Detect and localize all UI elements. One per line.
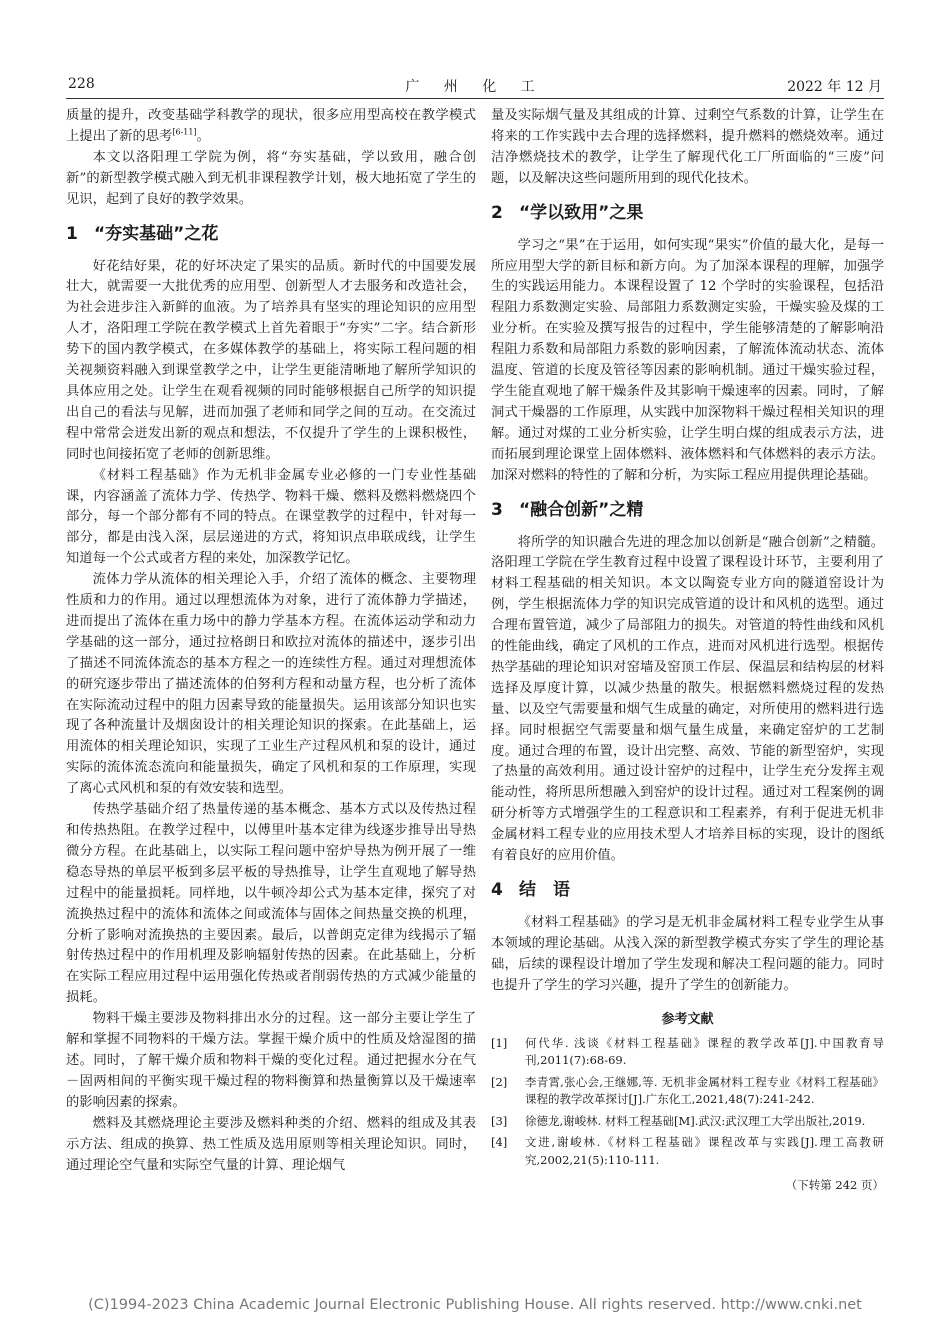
- continued-note: （下转第 242 页）: [785, 1178, 884, 1193]
- intro-paragraph-1: 质量的提升，改变基础学科教学的现状，很多应用型高校在教学模式上提出了新的思考[6-11]。: [66, 108, 476, 144]
- references-title: 参考文献: [661, 1011, 714, 1027]
- copyright-footer: (C)1994-2023 China Academic Journal Electronic Publishing House. All rights reserved. http://www.cnki.net: [88, 1297, 862, 1313]
- section-1-paragraph: 好花结好果，花的好坏决定了果实的品质。新时代的中国要发展壮大，就需要一大批优秀的应用型、创新型人才去服务和改造社会，为社会进步注入新鲜的血液。为了培养具有坚实的理论知识的应用型人才，洛阳理工学院在教学模式上首先着眼于“夯实”二字。结合新形势下的国内教学模式，在多媒体教学的基础上，将实际工程问题的相关视频资料融入到课堂教学之中，让学生更能清晰地了解所学知识的具体应用之处。让学生在观看视频的同时能够根据自己所学的知识提出自己的看法与见解，进而加强了老师和同学之间的互动。在交流过程中常常会迸发出新的观点和想法，不仅提升了学生的上课积极性，同时也间接拓宽了老师的创新思维。: [66, 258, 476, 462]
- section-1-heading: 1 “夯实基础”之花: [66, 223, 219, 244]
- section-1-paragraph: 传热学基础介绍了热量传递的基本概念、基本方式以及传热过程和传热热阻。在教学过程中，以傅里叶基本定律为线逐步推导出导热微分方程。在此基础上，以实际工程问题中窑炉导热为例开展了一维稳态导热的单层平板到多层平板的导热推导，让学生直观地了解导热过程中的能量损耗。同样地，以牛顿冷却公式为基本定律，探究了对流换热过程中的流体和流体之间或流体与固体之间热量交换的机理，分析了影响对流换热的主要因素。最后，以普朗克定律为线揭示了辐射传热过程中的作用机理及影响辐射传热的因素。在此基础上，分析在实际工程应用过程中运用强化传热或者削弱传热的方式减少能量的损耗。: [66, 802, 476, 1006]
- reference-item: [4] 文进,谢峻林.《材料工程基础》课程改革与实践[J].理工高教研究,2002,21(5):110-111.: [491, 1135, 884, 1167]
- continued-paragraph: 量及实际烟气量及其组成的计算、过剩空气系数的计算，让学生在将来的工作实践中去合理的选择燃料，提升燃料的燃烧效率。通过洁净燃烧技术的教学，让学生了解现代化工厂所面临的“三废”问题，以及解决这些问题所用到的现代化技术。: [491, 108, 884, 186]
- reference-item: [3] 徐德龙,谢峻林. 材料工程基础[M].武汉:武汉理工大学出版社,2019.: [491, 1113, 866, 1128]
- journal-name: 广 州 化 工: [405, 79, 545, 95]
- page-header: [66, 74, 884, 99]
- section-4-paragraph: 《材料工程基础》的学习是无机非金属材料工程专业学生从事本领域的理论基础。从浅入深的新型教学模式夯实了学生的理论基础，后续的课程设计增加了学生发现和解决工程问题的能力。同时也提升了学生的学习兴趣，提升了学生的创新能力。: [491, 915, 884, 993]
- page-number: 228: [68, 76, 95, 92]
- reference-item: [1] 何代华. 浅谈《材料工程基础》课程的教学改革[J].中国教育导刊,2011(7):68-69.: [491, 1035, 884, 1068]
- section-3-paragraph: 将所学的知识融合先进的理念加以创新是“融合创新”之精髓。洛阳理工学院在学生教育过程中设置了课程设计环节，主要利用了材料工程基础的相关知识。本文以陶瓷专业方向的隧道窑设计为例，学生根据流体力学的知识完成管道的设计和风机的选型。通过合理布置管道，减少了局部阻力的损失。对管道的特性曲线和风机的性能曲线，确定了风机的工作点，进而对风机进行选型。根据传热学基础的理论知识对窑墙及窑顶工作层、保温层和结构层的材料选择及厚度计算，以减少热量的散失。根据燃料燃烧过程的发热量、以及空气需要量和烟气生成量的确定，对所使用的燃料进行选择。同时根据空气需要量和烟气量生成量，来确定窑炉的工艺制度。通过合理的布置，设计出完整、高效、节能的新型窑炉，实现了热量的高效利用。通过设计窑炉的过程中，让学生充分发挥主观能动性，将所思所想融入到窑炉的设计过程。通过对工程案例的调研分析等方式增强学生的工程意识和工程素养，有利于促进无机非金属材料工程专业的应用技术型人才培养目标的实现，设计的图纸有着良好的应用价值。: [491, 534, 884, 864]
- section-1-paragraph: 物料干燥主要涉及物料排出水分的过程。这一部分主要让学生了解和掌握不同物料的干燥方法。掌握干燥介质中的性质及焓湿图的描述。同时，了解干燥介质和物料干燥的变化过程。通过把握水分在气－固两相间的平衡实现干燥过程的物料衡算和热量衡算以及干燥速率的影响因素的探索。: [66, 1011, 476, 1110]
- section-1-paragraph: 燃料及其燃烧理论主要涉及燃料种类的介绍、燃料的组成及其表示方法、组成的换算、热工性质及选用原则等相关理论知识。同时，通过理论空气量和实际空气量的计算、理论烟气: [66, 1115, 476, 1173]
- section-1-paragraph: 《材料工程基础》作为无机非金属专业必修的一门专业性基础课，内容涵盖了流体力学、传热学、物料干燥、燃料及燃料燃烧四个部分，每一个部分都有不同的特点。在课堂教学的过程中，针对每一部分，都是由浅入深，层层递进的方式，将知识点串联成线，让学生知道每一个公式或者方程的来处，加深教学记忆。: [66, 467, 476, 567]
- section-1-paragraph: 流体力学从流体的相关理论入手，介绍了流体的概念、主要物理性质和力的作用。通过以理想流体为对象，进行了流体静力学描述，进而提出了流体在重力场中的静力学基本方程。在流体运动学和动力学基础的这一部分，通过拉格朗日和欧拉对流体的描述中，逐步引出了描述不同流体流态的基本方程之一的连续性方程。通过对理想流体的研究逐步带出了描述流体的伯努利方程和动量方程，也分析了流体在实际流动过程中的阻力因素导致的能量损失。运用该部分知识也实现了各种流量计及烟囱设计的相关理论知识的探索。在此基础上，运用流体的相关理论知识，实现了工业生产过程风机和泵的设计，通过实际的流体流态流向和能量损失，确定了风机和泵的工作原理，实现了离心式风机和泵的有效安装和选型。: [66, 572, 476, 797]
- reference-item: [2] 李青霄,张心会,王继娜,等. 无机非金属材料工程专业《材料工程基础》课程的教学改革探讨[J].广东化工,2021,48(7):241-242.: [491, 1074, 884, 1107]
- citation: [6-11]: [172, 127, 197, 137]
- right-column: [491, 106, 884, 1196]
- section-2-paragraph: 学习之“果”在于运用，如何实现“果实”价值的最大化，是每一所应用型大学的新目标和新方向。为了加深本课程的理解，加强学生的实践运用能力。本课程设置了 12 个学时的实验课程，包括沿程阻力系数测定实验、局部阻力系数测定实验，干燥实验及煤的工业分析。在实验及撰写报告的过程中，学生能够清楚的了解影响沿程阻力系数和局部阻力系数的影响因素，了解流体流动状态、流体温度、管道的长度及管径等因素的影响机制。通过干燥实验过程，学生能直观地了解干燥条件及其影响干燥速率的因素。同时，了解洞式干燥器的工作原理，从实践中加深物料干燥过程相关知识的理解。通过对煤的工业分析实验，让学生明白煤的组成表示方法，进而拓展到理论课堂上固体燃料、液体燃料和气体燃料的表示方法。加深对燃料的特性的了解和分析，为实际工程应用提供理论基础。: [491, 237, 884, 483]
- left-column: [66, 106, 476, 1176]
- section-3-heading: 3 “融合创新”之精: [491, 499, 644, 520]
- intro-paragraph-2: 本文以洛阳理工学院为例，将“夯实基础，学以致用，融合创新”的新型教学模式融入到无机非课程教学计划，极大地拓宽了学生的见识，起到了良好的教学效果。: [66, 149, 476, 207]
- section-2-heading: 2 “学以致用”之果: [491, 202, 644, 223]
- section-4-heading: 4 结 语: [491, 880, 570, 900]
- issue-date: 2022 年 12 月: [787, 79, 882, 95]
